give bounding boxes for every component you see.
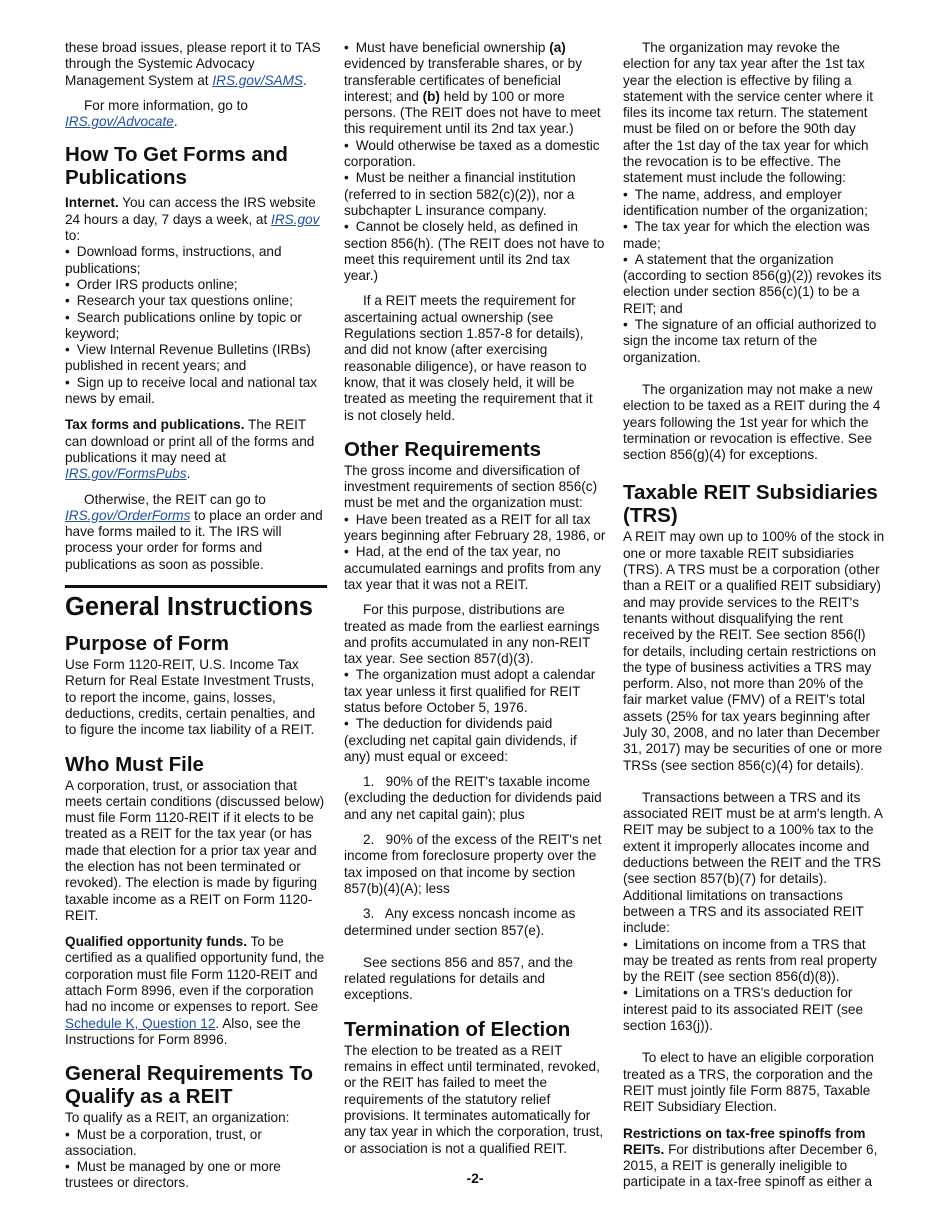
paragraph-see-sections: See sections 856 and 857, and the related regulations for details and exceptions. bbox=[344, 954, 574, 1003]
paragraph-elect-trs: To elect to have an eligible corporation treated as a TRS, the corporation and the REIT must jointly file Form 8875, Taxable REIT Subsidiary Election. bbox=[623, 1050, 874, 1115]
list-item: • The name, address, and employer identification number of the organization; bbox=[623, 187, 885, 220]
paragraph-purpose: Use Form 1120-REIT, U.S. Income Tax Return for Real Estate Investment Trusts, to report the income, gains, losses, deductions, credits, certain penalties, and to figure the income tax liability of a REIT. bbox=[65, 657, 316, 738]
paragraph-transactions: Transactions between a TRS and its associated REIT must be at arm's length. A REIT may be subject to a 100% tax to the extent it improperly allocates income and deductions between the REIT and the TRS (see section 857(b)(7) for details). Additional limitations on transactions between a TRS and its associated REIT include: bbox=[623, 789, 883, 936]
irs-advocate-link[interactable]: IRS.gov/Advocate bbox=[65, 114, 174, 130]
list-item: • The organization must adopt a calendar tax year unless it first qualified for REIT status before October 5, 1976. bbox=[344, 667, 606, 716]
list-item: • Sign up to receive local and national tax news by email. bbox=[65, 375, 327, 408]
paragraph-qualified-opportunity-funds: Qualified opportunity funds. To be certified as a qualified opportunity fund, the corporation must file Form 1120-REIT and attach Form 8996, even if the corporation had no income or expenses to report. See Schedule K, Question 12. Also, see the Instructions for Form 8996. bbox=[65, 934, 325, 1047]
paragraph-spinoff-restrictions: Restrictions on tax-free spinoffs from REITs. For distributions after December 6, 2015, a REIT is generally ineligible to participate in a tax-free spinoff as either a bbox=[623, 1125, 878, 1190]
list-item: • The tax year for which the election was made; bbox=[623, 219, 885, 252]
list-item: • Would otherwise be taxed as a domestic corporation. bbox=[344, 138, 606, 171]
list-item: • The signature of an official authorized to sign the income tax return of the organization. bbox=[623, 317, 885, 366]
list-item: • Limitations on income from a TRS that may be treated as rents from real property by the REIT (see section 856(d)(8)). bbox=[623, 937, 885, 986]
list-item: • Order IRS products online; bbox=[65, 277, 327, 293]
heading-taxable-reit-subsidiaries: Taxable REIT Subsidiaries (TRS) bbox=[623, 481, 878, 528]
paragraph-tax-forms: Tax forms and publications. The REIT can download or print all of the forms and publications it may need at IRS.gov/FormsPubs. bbox=[65, 417, 315, 482]
heading-purpose-of-form: Purpose of Form bbox=[65, 632, 230, 656]
paragraph-closely-held: If a REIT meets the requirement for ascertaining actual ownership (see Regulations section 1.857-8 for details), and did not know (after exercising reasonable diligence), or have reason to know, that it was closely held, it will be treated as meeting the requirement that it is not closely held. bbox=[344, 293, 593, 423]
numbered-item: 2. 90% of the excess of the REIT's net income from foreclosure property over the tax imposed on that income by section 857(b)(4)(A); less bbox=[344, 832, 602, 896]
irs-sams-link[interactable]: IRS.gov/SAMS bbox=[212, 72, 303, 88]
schedule-k-link[interactable]: Schedule K, Question 12 bbox=[65, 1015, 216, 1031]
paragraph-internet: Internet. You can access the IRS website 24 hours a day, 7 days a week, at IRS.gov to: bbox=[65, 195, 320, 244]
heading-who-must-file: Who Must File bbox=[65, 752, 204, 776]
list-item: • Cannot be closely held, as defined in section 856(h). (The REIT does not have to meet this requirement until its 2nd tax year.) bbox=[344, 219, 606, 284]
column-1 bbox=[65, 40, 327, 1192]
irs-formspubs-link[interactable]: IRS.gov/FormsPubs bbox=[65, 466, 187, 482]
internet-bullet-list bbox=[65, 244, 327, 407]
list-item: • Had, at the end of the tax year, no accumulated earnings and profits from any tax year that it was not a REIT. bbox=[344, 544, 606, 593]
list-item: • Must be neither a financial institution (referred to in section 582(c)(2)), nor a subchapter L insurance company. bbox=[344, 170, 606, 219]
paragraph-more-info: For more information, go to IRS.gov/Advocate. bbox=[65, 97, 248, 130]
list-item: • Must have beneficial ownership (a) evidenced by transferable shares, or by transferable certificates of beneficial interest; and (b) held by 100 or more persons. (The REIT does not have to meet this requirement until its 2nd tax year.) bbox=[344, 40, 606, 138]
paragraph-no-new-election: The organization may not make a new election to be taxed as a REIT during the 4 years following the 1st year for which the termination or revocation is effective. See section 856(g)(4) for exceptions. bbox=[623, 381, 881, 463]
paragraph-termination: The election to be treated as a REIT remains in effect until terminated, revoked, or the REIT has failed to meet the requirements of the statutory relief provisions. It terminates automatically for any tax year in which the corporation, trust, or association is not a qualified REIT. bbox=[344, 1042, 604, 1156]
list-item: • The deduction for dividends paid (excluding net capital gain dividends, if any) must equal or exceed: bbox=[344, 716, 606, 765]
list-item: • Must be managed by one or more trustees or directors. bbox=[65, 1159, 327, 1192]
list-item: • View Internal Revenue Bulletins (IRBs) published in recent years; and bbox=[65, 342, 327, 375]
page-number: -2- bbox=[466, 1170, 484, 1186]
column-3 bbox=[623, 40, 885, 1191]
paragraph-general-requirements: To qualify as a REIT, an organization: bbox=[65, 1110, 290, 1126]
list-item: • Have been treated as a REIT for all tax years beginning after February 28, 1986, or bbox=[344, 512, 606, 545]
list-item: • Download forms, instructions, and publications; bbox=[65, 244, 327, 277]
heading-termination-of-election: Termination of Election bbox=[344, 1017, 571, 1041]
list-item: • Must be a corporation, trust, or association. bbox=[65, 1127, 327, 1160]
heading-other-requirements: Other Requirements bbox=[344, 437, 542, 461]
paragraph-distributions: For this purpose, distributions are treated as made from the earliest earnings and profits accumulated in any non-REIT tax year. See section 857(d)(3). bbox=[344, 602, 600, 667]
paragraph-other-requirements: The gross income and diversification of investment requirements of section 856(c) must be met and the organization must: bbox=[344, 462, 598, 511]
numbered-item: 3. Any excess noncash income as determined under section 857(e). bbox=[344, 906, 576, 938]
irs-gov-link[interactable]: IRS.gov bbox=[271, 211, 320, 227]
heading-general-instructions: General Instructions bbox=[65, 593, 313, 622]
heading-general-requirements: General Requirements To Qualify as a REIT bbox=[65, 1062, 313, 1109]
paragraph-who-must-file: A corporation, trust, or association that meets certain conditions (discussed below) must file Form 1120-REIT if it elects to be treated as a REIT for the tax year (or has made that election for a prior tax year and the election has not been terminated or revoked). The election is made by figuring taxable income as a REIT on Form 1120-REIT. bbox=[65, 777, 325, 923]
paragraph-order-forms: Otherwise, the REIT can go to IRS.gov/OrderForms to place an order and have forms mailed to it. The IRS will process your order for forms and publications as soon as possible. bbox=[65, 491, 323, 572]
list-item: • Search publications online by topic or keyword; bbox=[65, 310, 327, 343]
column-2 bbox=[344, 40, 606, 1157]
irs-orderforms-link[interactable]: IRS.gov/OrderForms bbox=[65, 507, 191, 523]
list-item: • A statement that the organization (according to section 856(g)(2)) revokes its election under section 856(c)(1) to be a REIT; and bbox=[623, 252, 885, 317]
paragraph-tas-report: these broad issues, please report it to TAS through the Systemic Advocacy Management System at IRS.gov/SAMS. bbox=[65, 40, 321, 88]
paragraph-trs: A REIT may own up to 100% of the stock in one or more taxable REIT subsidiaries (TRS). A TRS must be a corporation (other than a REIT or a qualified REIT subsidiary) and may provide services to the REIT's tenants without disqualifying the rent received by the REIT. See section 856(l) for details, including certain restrictions on the type of business activities a TRS may perform. Also, not more than 20% of the fair market value (FMV) of a REIT's total assets (25% for tax years beginning after July 30, 2008, and no later than December 31, 2017) may be securities of one or more TRSs (see section 856(c)(4) for details). bbox=[623, 529, 885, 773]
list-item: • Limitations on a TRS's deduction for interest paid to its associated REIT (see section 163(j)). bbox=[623, 985, 885, 1034]
numbered-item: 1. 90% of the REIT's taxable income (excluding the deduction for dividends paid and any net capital gain); plus bbox=[344, 774, 602, 822]
heading-how-to-get-forms: How To Get Forms and Publications bbox=[65, 143, 288, 190]
list-item: • Research your tax questions online; bbox=[65, 293, 327, 309]
paragraph-revoke: The organization may revoke the election for any tax year after the 1st tax year the election is effective by filing a statement with the service center where it files its income tax return. The statement must be filed on or before the 90th day after the 1st day of the tax year for which the revocation is to be effective. The statement must include the following: bbox=[623, 40, 874, 186]
